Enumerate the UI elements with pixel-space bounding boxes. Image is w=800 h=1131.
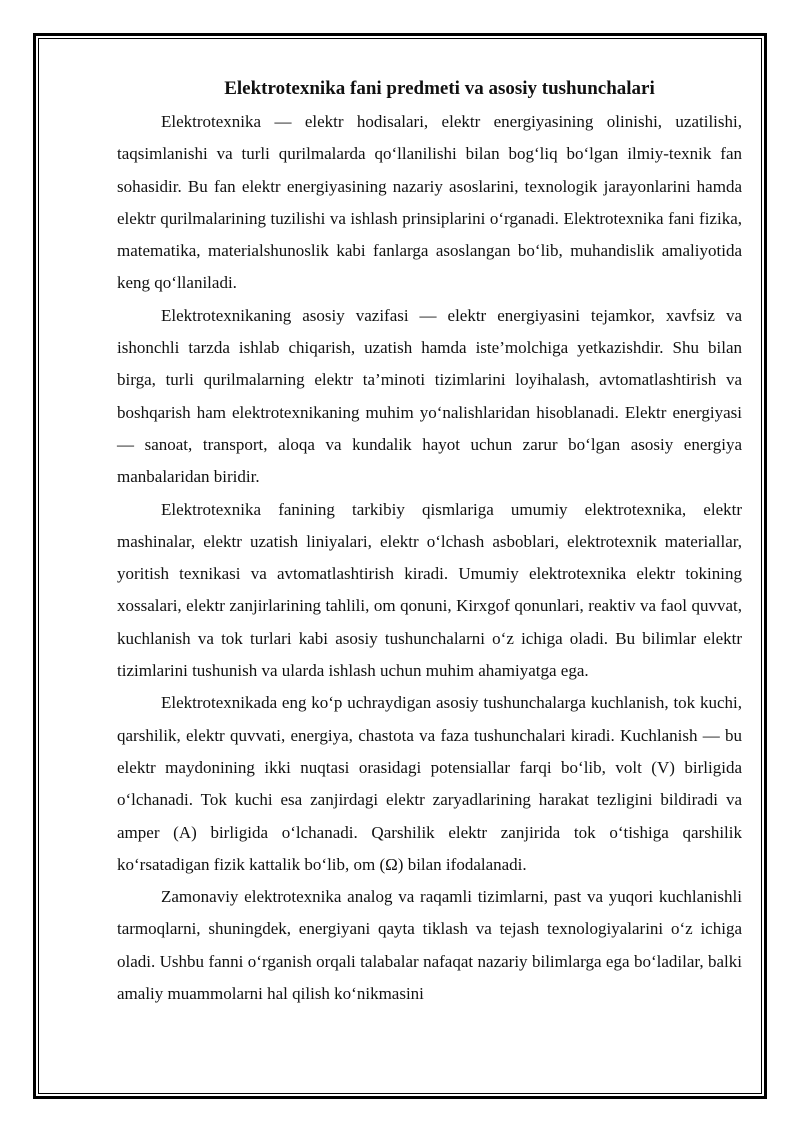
document-body (117, 72, 742, 1010)
paragraph-3: Elektrotexnika fanining tarkibiy qismlariga umumiy elektrotexnika, elektr mashinalar, elektr uzatish liniyalari, elektr o‘lchash asboblari, elektrotexnik materiallar, yoritish texnikasi va avtomatlashtirish kiradi. Umumiy elektrotexnika elektr tokining xossalari, elektr zanjirlarining tahlili, om qonuni, Kirxgof qonunlari, reaktiv va faol quvvat, kuchlanish va tok turlari kabi asosiy tushunchalarni o‘z ichiga oladi. Bu bilimlar elektr tizimlarini tushunish va ularda ishlash uchun muhim ahamiyatga ega. (117, 499, 742, 681)
paragraph-4: Elektrotexnikada eng ko‘p uchraydigan asosiy tushunchalarga kuchlanish, tok kuchi, qarshilik, elektr quvvati, energiya, chastota va faza tushunchalari kiradi. Kuchlanish — bu elektr maydonining ikki nuqtasi orasidagi potensiallar farqi bo‘lib, volt (V) birligida o‘lchanadi. Tok kuchi esa zanjirdagi elektr zaryadlarining harakat tezligini bildiradi va amper (A) birligida o‘lchanadi. Qarshilik elektr zanjirida tok o‘tishiga qarshilik ko‘rsatadigan fizik kattalik bo‘lib, om (Ω) bilan ifodalanadi. (117, 693, 742, 874)
paragraph-5: Zamonaviy elektrotexnika analog va raqamli tizimlarni, past va yuqori kuchlanishli tarmoqlarni, shuningdek, energiyani qayta tiklash va tejash texnologiyalarini o‘z ichiga oladi. Ushbu fanni o‘rganish orqali talabalar nafaqat nazariy bilimlarga ega bo‘ladilar, balki amaliy muammolarni hal qilish ko‘nikmasini (117, 887, 742, 1004)
paragraph-2: Elektrotexnikaning asosiy vazifasi — elektr energiyasini tejamkor, xavfsiz va ishonchli tarzda ishlab chiqarish, uzatish hamda iste’molchiga yetkazishdir. Shu bilan birga, turli qurilmalarning elektr ta’minoti tizimlarini loyihalash, avtomatlashtirish va boshqarish ham elektrotexnikaning muhim yo‘nalishlaridan hisoblanadi. Elektr energiyasi — sanoat, transport, aloqa va kundalik hayot uchun zarur bo‘lgan asosiy energiya manbalaridan biridir. (117, 305, 742, 487)
document-title: Elektrotexnika fani predmeti va asosiy tushunchalari (224, 78, 655, 99)
paragraph-1: Elektrotexnika — elektr hodisalari, elektr energiyasining olinishi, uzatilishi, taqsimlanishi va turli qurilmalarda qo‘llanilishi bilan bog‘liq bo‘lgan ilmiy-texnik fan sohasidir. Bu fan elektr energiyasining nazariy asoslarini, texnologik jarayonlarini hamda elektr qurilmalarining tuzilishi va ishlash prinsiplarini o‘rganadi. Elektrotexnika fani fizika, matematika, materialshunoslik kabi fanlarga asoslangan bo‘lib, muhandislik amaliyotida keng qo‘llaniladi. (117, 112, 742, 293)
